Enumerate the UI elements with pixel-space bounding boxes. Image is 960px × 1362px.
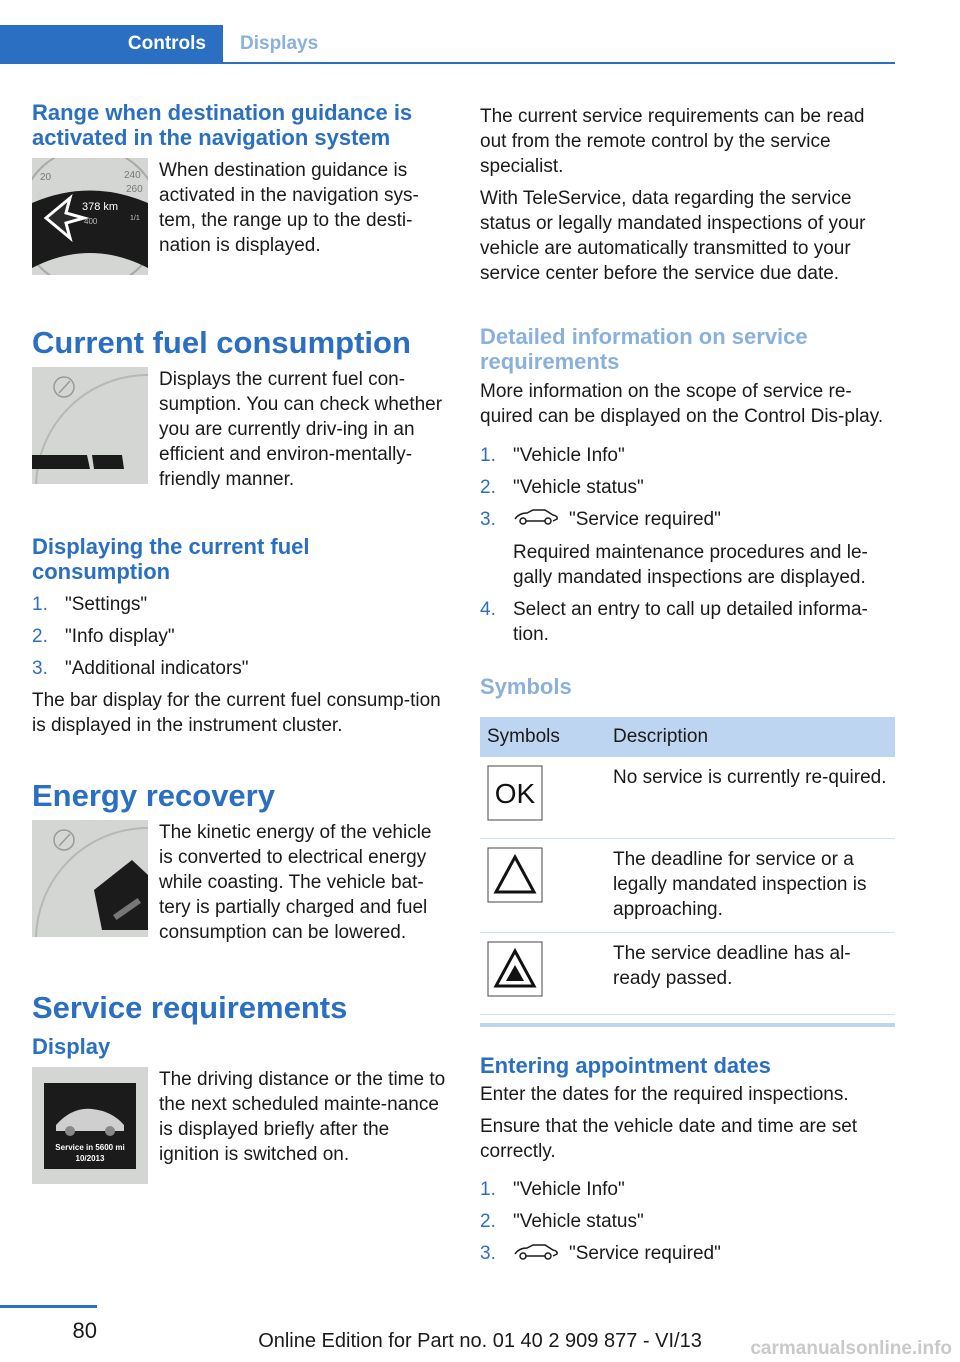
range-label-400: 400 (84, 217, 98, 226)
overdue-triangle-icon (487, 941, 543, 997)
step-number: 2. (480, 477, 496, 498)
list-item (480, 1241, 895, 1266)
display-text: The driving distance or the time to the next scheduled mainte-nance is displayed briefly after the ignition is switched on. (159, 1069, 446, 1165)
list-item (32, 592, 448, 617)
step-number: 1. (480, 1179, 496, 1201)
display-fuel-heading: Displaying the current fuel consumption (32, 534, 310, 584)
table-row (480, 839, 895, 933)
fuel-text: Displays the current fuel con-sumption. You can check whether you are currently driv-ing in an efficient and environ-mentally-friendly manner. (159, 369, 443, 490)
page-number: 80 (72, 1318, 97, 1343)
column-header-symbols: Symbols (480, 717, 606, 757)
appointment-heading: Entering appointment dates (480, 1053, 771, 1079)
list-item (480, 475, 895, 500)
energy-gauge-image (32, 820, 148, 937)
service-image-line2: 10/2013 (75, 1154, 105, 1163)
display-block (32, 1067, 448, 1184)
appt-step-vehicle-info: "Vehicle Info" (513, 1179, 625, 1201)
range-label-20: 20 (40, 172, 52, 183)
service-heading: Service requirements (32, 990, 348, 1025)
table-row (480, 933, 895, 1015)
intro-text-2: With TeleService, data regarding the service status or legally mandated inspections of your vehicle are automatically transmitted to your service center before the service due date. (480, 188, 866, 284)
energy-text: The kinetic energy of the vehicle is converted to electrical energy while coasting. The vehicle bat-tery is partially charged and fuel consumption can be lowered. (159, 822, 432, 943)
service-image-line1: Service in 5600 mi (55, 1143, 125, 1152)
car-icon (513, 1242, 559, 1267)
appt-step-vehicle-status: "Vehicle status" (513, 1211, 644, 1233)
step-number: 1. (480, 445, 496, 466)
range-gauge-image (32, 158, 148, 275)
list-item (480, 597, 895, 647)
step-info-display: "Info display" (65, 626, 175, 647)
symbols-table (480, 717, 895, 1015)
step-service-required: "Service required" (569, 509, 721, 530)
left-column (32, 100, 448, 1184)
step-3-subtext: Required maintenance procedures and le-gally mandated inspections are displayed. (513, 542, 868, 589)
fuel-heading: Current fuel consumption (32, 325, 411, 360)
step-select-entry: Select an entry to call up detailed informa-tion. (513, 599, 868, 646)
range-text: When destination guidance is activated in the navigation sys-tem, the range up to the desti-nation is displayed. (159, 160, 419, 256)
row-overdue-description: The service deadline has al-ready passed. (606, 933, 895, 1015)
watermark[interactable]: carmanualsonline.info (750, 1338, 952, 1359)
range-label-0: 0 (37, 191, 42, 200)
step-number: 3. (32, 658, 48, 679)
car-icon (513, 507, 559, 532)
step-number: 4. (480, 599, 496, 621)
tab-displays[interactable]: Displays (240, 32, 319, 54)
range-label-km: 378 km (82, 201, 119, 213)
step-number: 3. (480, 1243, 496, 1265)
ok-icon (487, 765, 543, 821)
footer-rule (0, 1305, 97, 1308)
range-label-1-1: 1/1 (130, 215, 140, 222)
energy-heading: Energy recovery (32, 778, 275, 813)
tab-controls[interactable]: Controls (0, 25, 223, 62)
step-number: 2. (480, 1211, 496, 1233)
list-item (480, 1209, 895, 1234)
display-heading: Display (32, 1034, 111, 1059)
list-item (480, 507, 895, 590)
appointment-text-1: Enter the dates for the required inspections. (480, 1084, 849, 1106)
step-additional-indicators: "Additional indicators" (65, 658, 249, 679)
range-label-240: 240 (124, 170, 141, 181)
intro-text-1: The current service requirements can be read out from the remote control by the service specialist. (480, 106, 865, 177)
step-vehicle-info: "Vehicle Info" (513, 445, 625, 466)
step-settings: "Settings" (65, 594, 148, 615)
detail-text: More information on the scope of service re-quired can be displayed on the Control Dis-play. (480, 381, 884, 427)
fuel-bar-text: The bar display for the current fuel consump-tion is displayed in the instrument cluster. (32, 690, 441, 736)
warning-triangle-icon (487, 847, 543, 903)
row-ok-description: No service is currently re-quired. (606, 757, 895, 839)
detail-heading: Detailed information on service requirements (480, 324, 808, 374)
ok-icon-text: OK (494, 778, 536, 810)
fuel-steps-list (32, 592, 448, 681)
fuel-block (32, 367, 448, 492)
step-number: 2. (32, 626, 48, 647)
step-number: 3. (480, 509, 496, 530)
symbols-heading: Symbols (480, 674, 572, 700)
list-item (32, 656, 448, 681)
table-row (480, 757, 895, 839)
appointment-text-2: Ensure that the vehicle date and time are set correctly. (480, 1116, 858, 1163)
row-warning-description: The deadline for service or a legally mandated inspection is approaching. (606, 839, 895, 933)
energy-block (32, 820, 448, 945)
right-column (480, 104, 895, 1274)
header-bar (0, 0, 895, 64)
list-item (480, 1177, 895, 1202)
range-label-260: 260 (126, 184, 143, 195)
service-display-image (32, 1067, 148, 1184)
range-block (32, 158, 448, 275)
edition-footer: Online Edition for Part no. 01 40 2 909 877 - VI/13 (258, 1330, 702, 1352)
appt-step-service-required: "Service required" (569, 1243, 721, 1265)
list-item (480, 443, 895, 468)
column-header-description: Description (606, 717, 895, 757)
detail-steps-list (480, 443, 895, 647)
fuel-gauge-image (32, 367, 148, 484)
step-vehicle-status: "Vehicle status" (513, 477, 644, 498)
step-number: 1. (32, 594, 48, 615)
list-item (32, 624, 448, 649)
range-heading: Range when destination guidance is activated in the navigation system (32, 100, 413, 150)
table-header-row (480, 717, 895, 757)
appointment-steps-list (480, 1177, 895, 1266)
